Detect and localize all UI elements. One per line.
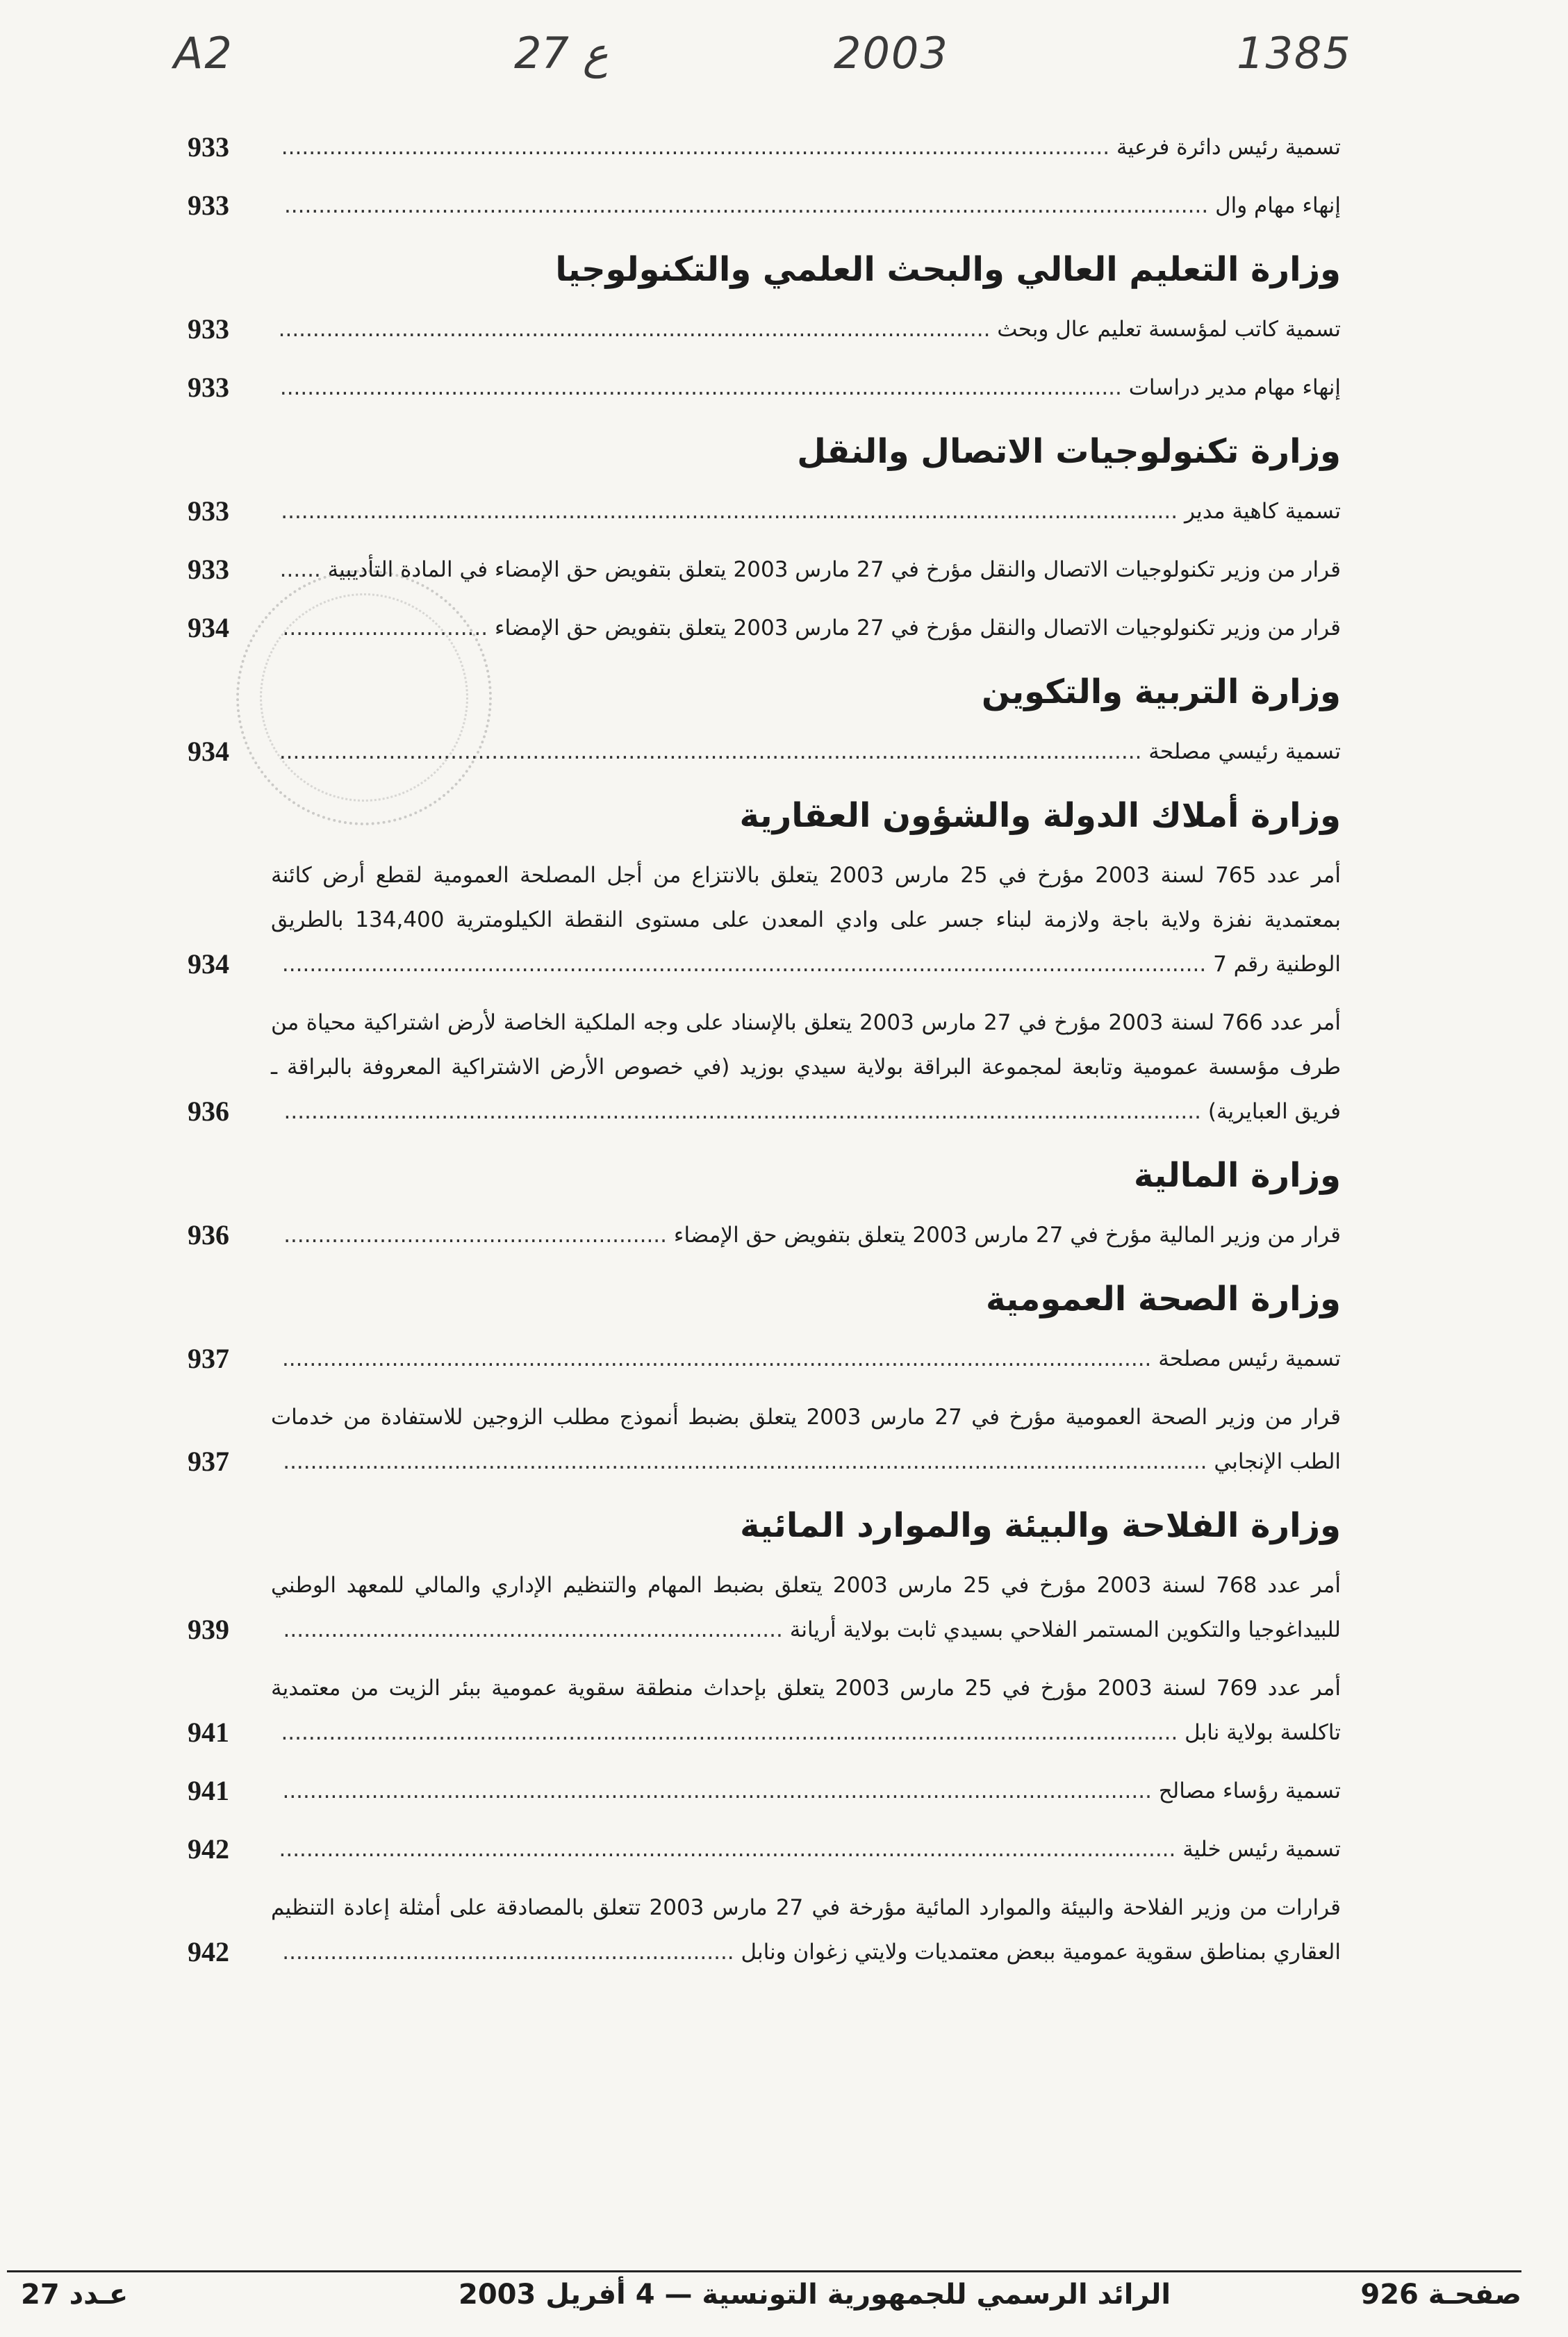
toc-entry-text	[271, 853, 1341, 986]
toc-entry-text	[271, 183, 1341, 228]
toc-entry-title: إنهاء مهام وال	[1215, 193, 1341, 218]
footer-page-number: صفحـة 926	[1360, 2279, 1521, 2311]
toc-entry	[188, 1885, 1341, 1974]
toc-entry-text	[271, 1213, 1341, 1257]
leader-dots: ........................................................	[283, 1223, 674, 1248]
leader-dots: ......	[279, 557, 328, 582]
toc-entry	[188, 606, 1341, 650]
toc-page-number: 933	[188, 131, 229, 163]
toc-entry-text	[271, 606, 1341, 650]
toc-entry-title: أمر عدد 768 لسنة 2003 مؤرخ في 25 مارس 2003 يتعلق بضبط المهام والتنظيم الإداري والمالي للمعهد الوطني للبيداغوجيا والتكوين المستمر الفلاحي بسيدي ثابت بولاية أريانة	[271, 1573, 1341, 1642]
section-title: وزارة التربية والتكوين	[981, 672, 1341, 711]
toc-entry	[188, 365, 1341, 410]
handwritten-note-right: 1385	[1237, 28, 1352, 79]
leader-dots: ........................................................................................................	[278, 317, 998, 342]
handwritten-note-date: 27 ع	[514, 28, 609, 79]
leader-dots: ...................................................................................................................................	[281, 499, 1185, 524]
toc-entry-title: قرارات من وزير الفلاحة والبيئة والموارد المائية مؤرخة في 27 مارس 2003 تتعلق بالمصادقة على أمثلة إعادة التنظيم العقاري بمناطق سقوية عمومية ببعض معتمديات ولايتي زغوان ونابل	[271, 1895, 1342, 1965]
toc-page-number: 933	[188, 190, 229, 221]
toc-entry-title: قرار من وزير الصحة العمومية مؤرخ في 27 مارس 2003 يتعلق بضبط أنموذج مطلب الزوجين للاستفادة من خدمات الطب الإنجابي	[271, 1405, 1341, 1474]
toc-entry	[188, 1337, 1341, 1381]
footer-divider	[7, 2270, 1521, 2272]
handwritten-note-left: A2	[174, 28, 233, 79]
toc-entry-text	[271, 1337, 1341, 1381]
toc-page-number: 939	[188, 1614, 229, 1645]
leader-dots: .......................................................................................................................................	[281, 952, 1214, 977]
toc-entry	[188, 547, 1341, 592]
page-footer	[0, 2279, 1542, 2327]
toc-page-number: 936	[188, 1096, 229, 1127]
toc-entry-title: تسمية كاهية مدير	[1184, 499, 1341, 524]
leader-dots: ......................................................................................................................................	[283, 1099, 1208, 1124]
toc-entry	[188, 307, 1341, 352]
leader-dots: ..................................................................	[282, 1940, 741, 1965]
footer-journal-title: الرائد الرسمي للجمهورية التونسية — 4 أفريل 2003	[459, 2279, 1171, 2311]
leader-dots: ..............................	[282, 616, 495, 641]
toc-page-number: 933	[188, 495, 229, 527]
toc-entry-title: تسمية رئيس خلية	[1182, 1837, 1341, 1862]
toc-entry	[188, 729, 1341, 774]
leader-dots: ..............................................................................................................................	[279, 739, 1149, 764]
toc-entry-title: أمر عدد 766 لسنة 2003 مؤرخ في 27 مارس 2003 يتعلق بالإسناد على وجه الملكية الخاصة لأرض اشتراكية محياة من طرف مؤسسة عمومية وتابعة لمجموعة البراقة بولاية سيدي بوزيد (في خصوص الأرض الاشتراكية المعروفة بالبراقة ـ فريق العبايرية)	[271, 1010, 1341, 1124]
section-title: وزارة أملاك الدولة والشؤون العقارية	[739, 796, 1341, 835]
toc-entry-text	[271, 365, 1341, 410]
toc-entry	[188, 1395, 1341, 1484]
toc-page-number: 933	[188, 372, 229, 403]
toc-entry-title: تسمية رؤساء مصالح	[1158, 1778, 1341, 1803]
toc-entry-title: أمر عدد 765 لسنة 2003 مؤرخ في 25 مارس 2003 يتعلق بالانتزاع من أجل المصلحة العمومية لقطع أرض كائنة بمعتمدية نفزة ولاية باجة ولازمة لبناء جسر على وادي المعدن على مستوى النقطة الكيلومترية 134,400 بالطريق الوطنية رقم 7	[271, 863, 1341, 977]
toc-entry-text	[271, 1563, 1341, 1652]
leader-dots: ...............................................................................................................................	[281, 1346, 1159, 1371]
leader-dots: ...................................................................................................................................	[281, 1720, 1185, 1745]
section-title: وزارة الفلاحة والبيئة والموارد المائية	[740, 1506, 1341, 1545]
toc-page-number: 934	[188, 948, 229, 980]
toc-entry-text	[271, 489, 1341, 534]
toc-page-number: 933	[188, 313, 229, 345]
toc-entry	[188, 853, 1341, 986]
section-title: وزارة التعليم العالي والبحث العلمي والتكنولوجيا	[555, 250, 1341, 289]
section-title: وزارة المالية	[1133, 1156, 1341, 1195]
table-of-contents	[188, 125, 1341, 1988]
leader-dots: .......................................................................................................................................	[283, 193, 1216, 218]
toc-page-number: 934	[188, 612, 229, 643]
toc-entry-title: تسمية رئيسي مصلحة	[1148, 739, 1341, 764]
leader-dots: ...........................................................................................................................	[279, 375, 1129, 400]
toc-entry-text	[271, 1666, 1341, 1755]
section-title: وزارة تكنولوجيات الاتصال والنقل	[797, 432, 1341, 471]
toc-page-number: 933	[188, 554, 229, 585]
toc-page-number: 942	[188, 1833, 229, 1865]
footer-issue-number: عـدد 27	[21, 2279, 129, 2311]
handwritten-note-year: 2003	[834, 28, 949, 79]
toc-entry-text	[271, 1000, 1341, 1134]
toc-entry-title: قرار من وزير تكنولوجيات الاتصال والنقل مؤرخ في 27 مارس 2003 يتعلق بتفويض حق الإمضاء	[494, 616, 1341, 641]
toc-entry-title: تسمية رئيس دائرة فرعية	[1116, 135, 1341, 160]
toc-entry	[188, 183, 1341, 228]
toc-entry-text	[271, 1395, 1341, 1484]
section-title: وزارة الصحة العمومية	[985, 1280, 1341, 1319]
toc-page-number: 941	[188, 1717, 229, 1748]
toc-entry-title: قرار من وزير المالية مؤرخ في 27 مارس 2003 يتعلق بتفويض حق الإمضاء	[673, 1223, 1341, 1248]
toc-entry	[188, 1563, 1341, 1652]
leader-dots: .........................................................................	[283, 1617, 790, 1642]
toc-entry-title: إنهاء مهام مدير دراسات	[1128, 375, 1341, 400]
toc-entry	[188, 1827, 1341, 1872]
toc-entry	[188, 1769, 1341, 1813]
toc-entry-title: تسمية رئيس مصلحة	[1158, 1346, 1341, 1371]
toc-entry-text	[271, 1885, 1341, 1974]
toc-entry-text	[271, 307, 1341, 352]
toc-page-number: 942	[188, 1936, 229, 1967]
toc-page-number: 937	[188, 1446, 229, 1477]
toc-page-number: 936	[188, 1219, 229, 1250]
toc-entry-text	[271, 547, 1341, 592]
toc-entry-text	[271, 729, 1341, 774]
toc-entry-text	[271, 125, 1341, 170]
toc-entry-text	[271, 1827, 1341, 1872]
toc-page-number: 934	[188, 736, 229, 767]
toc-entry	[188, 1000, 1341, 1134]
toc-entry	[188, 489, 1341, 534]
toc-entry	[188, 1213, 1341, 1257]
toc-entry-title: تسمية كاتب لمؤسسة تعليم عال وبحث	[997, 317, 1341, 342]
toc-entry	[188, 1666, 1341, 1755]
leader-dots: .......................................................................................................................................	[283, 1449, 1214, 1474]
toc-entry	[188, 125, 1341, 170]
toc-entry-title: قرار من وزير تكنولوجيات الاتصال والنقل مؤرخ في 27 مارس 2003 يتعلق بتفويض حق الإمضاء في المادة التأديبية	[327, 557, 1341, 582]
leader-dots: ...............................................................................................................................	[282, 1778, 1159, 1803]
toc-entry-text	[271, 1769, 1341, 1813]
leader-dots: ...................................................................................................................................	[279, 1837, 1183, 1862]
toc-entry-title: أمر عدد 769 لسنة 2003 مؤرخ في 25 مارس 2003 يتعلق بإحداث منطقة سقوية عمومية ببئر الزيت من معتمدية تاكلسة بولاية نابل	[271, 1676, 1341, 1745]
toc-page-number: 937	[188, 1343, 229, 1374]
leader-dots: .........................................................................................................................	[281, 135, 1116, 160]
toc-page-number: 941	[188, 1775, 229, 1806]
